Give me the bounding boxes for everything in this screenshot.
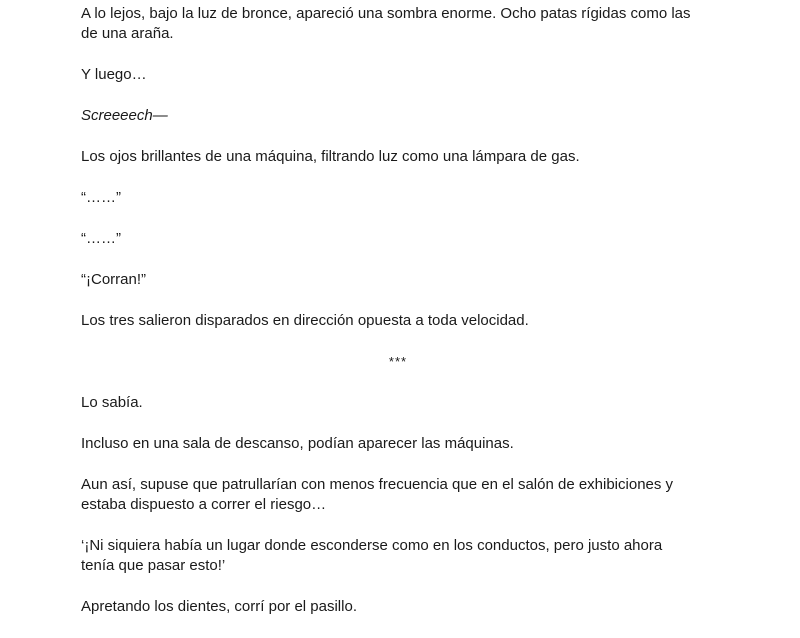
paragraph-line: Y luego…: [81, 66, 147, 83]
paragraph-12: [81, 475, 721, 515]
paragraph-13-thought: [81, 536, 721, 576]
scene-break-marker: ***: [388, 354, 408, 369]
paragraph-line: estaba dispuesto a correr el riesgo…: [81, 496, 327, 513]
paragraph-11: [81, 434, 721, 454]
paragraph-line: tenía que pasar esto!’: [81, 557, 226, 574]
paragraph-line: Lo sabía.: [81, 394, 143, 411]
paragraph-line: Incluso en una sala de descanso, podían aparecer las máquinas.: [81, 435, 514, 452]
paragraph-line: “……”: [81, 230, 121, 247]
paragraph-14: [81, 597, 721, 617]
paragraph-line: Los tres salieron disparados en dirección opuesta a toda velocidad.: [81, 312, 529, 329]
paragraph-line: ‘¡Ni siquiera había un lugar donde esconderse como en los conductos, pero justo ahora: [81, 537, 663, 554]
paragraph-line: Aun así, supuse que patrullarían con menos frecuencia que en el salón de exhibiciones y: [81, 476, 674, 493]
document-body: [81, 4, 721, 638]
paragraph-8: [81, 311, 721, 331]
paragraph-3-sound-effect: [81, 106, 721, 126]
paragraph-4: [81, 147, 721, 167]
paragraph-line: “¡Corran!”: [81, 271, 147, 288]
paragraph-line: Screeeech—: [81, 107, 168, 124]
paragraph-line: de una araña.: [81, 25, 174, 42]
paragraph-2: [81, 65, 721, 85]
paragraph-line: A lo lejos, bajo la luz de bronce, apareció una sombra enorme. Ocho patas rígidas como las: [81, 5, 691, 22]
paragraph-10: [81, 393, 721, 413]
paragraph-5-dialogue: [81, 188, 721, 208]
paragraph-1: [81, 4, 721, 44]
paragraph-6-dialogue: [81, 229, 721, 249]
paragraph-line: Los ojos brillantes de una máquina, filtrando luz como una lámpara de gas.: [81, 148, 580, 165]
paragraph-line: Apretando los dientes, corrí por el pasillo.: [81, 598, 357, 615]
scene-break: [81, 352, 715, 372]
paragraph-line: “……”: [81, 189, 121, 206]
paragraph-7-dialogue: [81, 270, 721, 290]
